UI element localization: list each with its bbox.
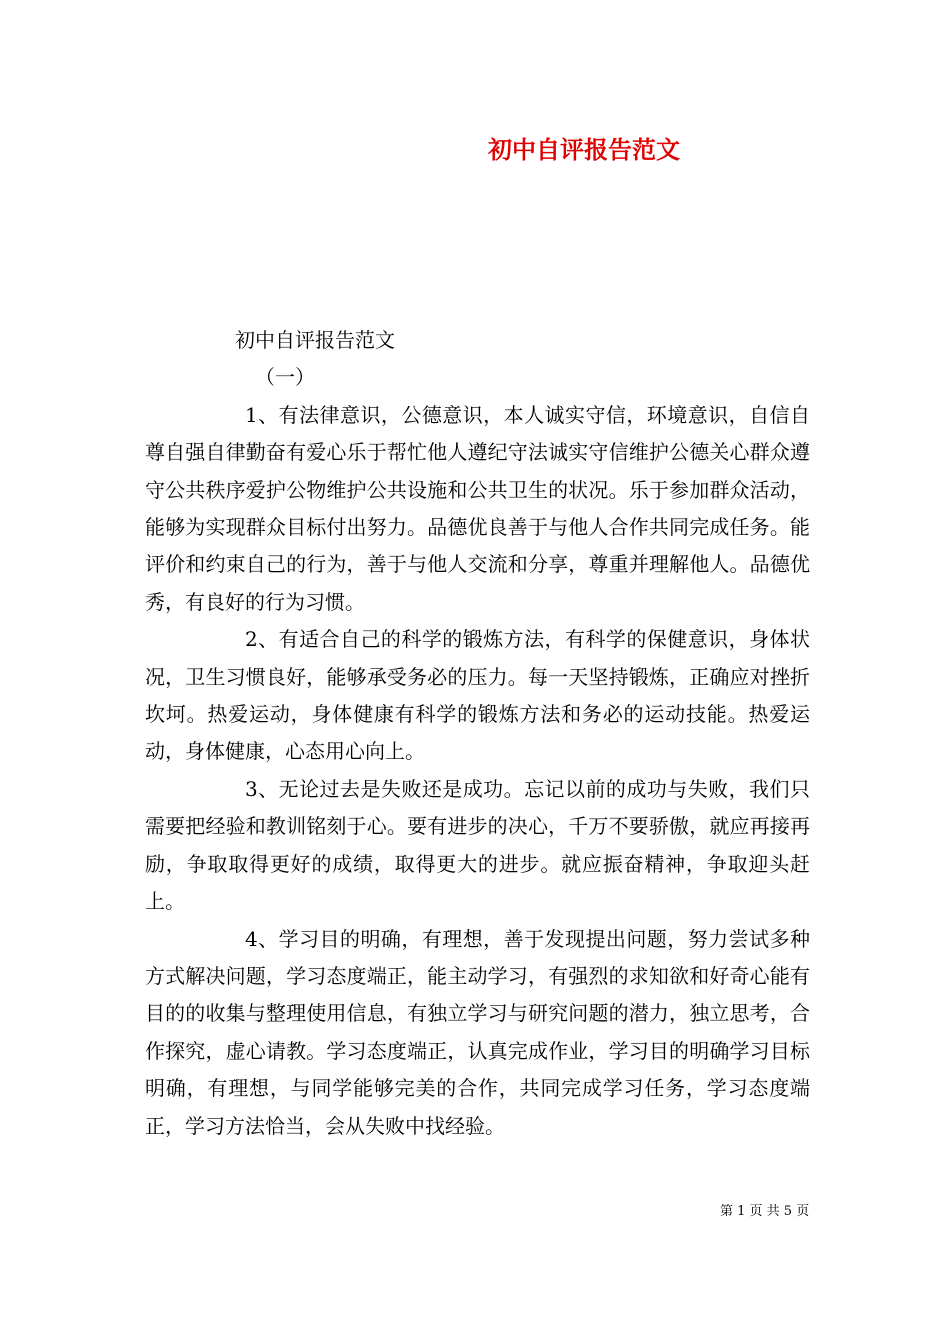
page-footer: 第 1 页 共 5 页 bbox=[720, 1204, 810, 1219]
document-subtitle: 初中自评报告范文 bbox=[235, 328, 395, 352]
paragraph-4: 4、学习目的明确，有理想，善于发现提出问题，努力尝试多种方式解决问题，学习态度端正，能主动学习，有强烈的求知欲和好奇心能有目的的收集与整理使用信息，有独立学习与研究问题的潜力，独立思考，合作探究，虚心请教。学习态度端正，认真完成作业，学习目的明确学习目标明确，有理想，与同学能够完美的合作，共同完成学习任务，学习态度端正，学习方法恰当，会从失败中找经验。 bbox=[145, 926, 810, 1138]
paragraph-3: 3、无论过去是失败还是成功。忘记以前的成功与失败，我们只需要把经验和教训铭刻于心。要有进步的决心，千万不要骄傲，就应再接再励，争取取得更好的成绩，取得更大的进步。就应振奋精神，争取迎头赶上。 bbox=[145, 776, 810, 914]
document-title: 初中自评报告范文 bbox=[488, 135, 680, 164]
paragraph-2: 2、有适合自己的科学的锻炼方法，有科学的保健意识，身体状况，卫生习惯良好，能够承受务必的压力。每一天坚持锻炼，正确应对挫折坎坷。热爱运动，身体健康有科学的锻炼方法和务必的运动技能。热爱运动，身体健康，心态用心向上。 bbox=[145, 627, 810, 764]
document-body bbox=[145, 322, 810, 1145]
section-label: （一） bbox=[255, 365, 315, 390]
paragraph-1: 1、有法律意识，公德意识，本人诚实守信，环境意识，自信自尊自强自律勤奋有爱心乐于帮忙他人遵纪守法诚实守信维护公德关心群众遵守公共秩序爱护公物维护公共设施和公共卫生的状况。乐于参加群众活动，能够为实现群众目标付出努力。品德优良善于与他人合作共同完成任务。能评价和约束自己的行为，善于与他人交流和分享，尊重并理解他人。品德优秀，有良好的行为习惯。 bbox=[145, 402, 810, 614]
